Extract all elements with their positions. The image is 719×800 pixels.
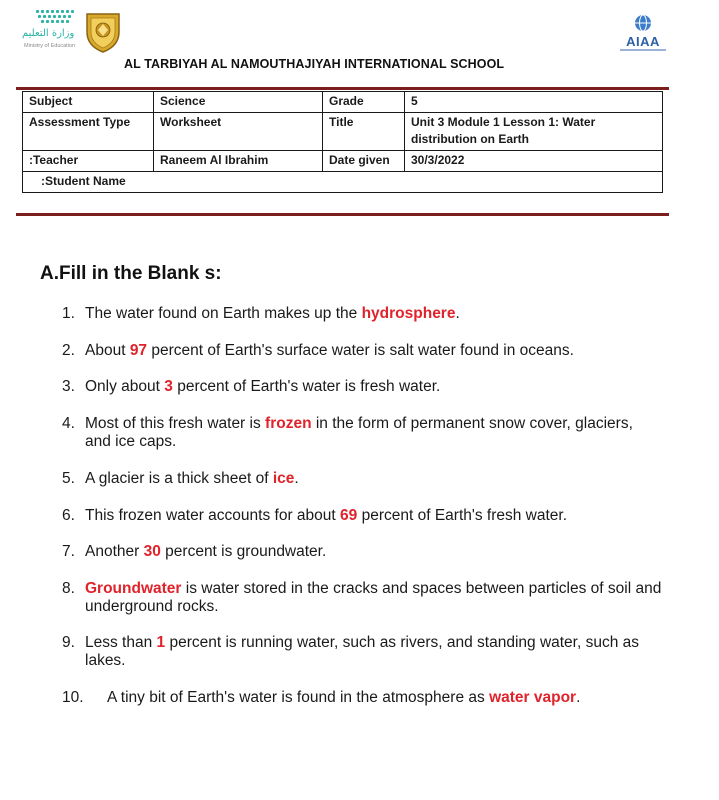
ministry-name-arabic: وزارة التعليم [22,28,75,39]
item-answer: ice [272,470,295,487]
subject-label: Subject [23,92,154,113]
item-text-after: . [576,689,581,706]
item-answer: 97 [129,342,148,359]
section-title: A.Fill in the Blank s: [40,263,222,284]
list-item [62,507,662,525]
item-text-before: Another [85,543,144,560]
title-label: Title [323,113,405,151]
item-number: 7. [62,543,75,560]
item-text-before: The water found on Earth makes up the [85,305,362,322]
item-text-before: About [85,342,130,359]
item-text [107,689,662,707]
assessment-type-label: Assessment Type [23,113,154,151]
item-number: 4. [62,415,75,432]
item-text-before: This frozen water accounts for about [85,507,341,524]
item-answer: 3 [164,378,173,395]
item-text-after: in the form of permanent snow cover, glaciers, and ice caps. [85,415,633,450]
item-text [85,507,662,525]
info-row-assessment [23,113,663,151]
grade-label: Grade [323,92,405,113]
list-item [62,634,662,670]
item-text-after: percent of Earth's water is fresh water. [172,378,441,395]
item-number: 1. [62,305,75,322]
teacher-value: Raneem Al Ibrahim [154,151,323,172]
item-answer: 30 [143,543,161,560]
item-text-after: percent of Earth's fresh water. [357,507,568,524]
list-item [62,378,662,396]
item-text-after: . [455,305,460,322]
list-item [62,415,662,451]
item-number: 6. [62,507,75,524]
item-number: 3. [62,378,75,395]
school-name: AL TARBIYAH AL NAMOUTHAJIYAH INTERNATIONAL SCHOOL [124,57,505,71]
ministry-logo [22,8,82,54]
item-answer: water vapor [489,689,577,706]
item-answer: frozen [265,415,312,432]
item-text-after: is water stored in the cracks and spaces between particles of soil and underground rocks. [85,580,662,615]
item-text-after: percent is running water, such as rivers, and standing water, such as lakes. [85,634,640,669]
item-number: 9. [62,634,75,651]
subject-value: Science [154,92,323,113]
assessment-type-value: Worksheet [154,113,323,151]
list-item [62,543,662,561]
assessment-info-table [22,91,663,193]
item-text [85,634,662,670]
item-text [85,580,662,616]
item-answer: hydrosphere [361,305,456,322]
item-text-before: Less than [85,634,157,651]
item-text [85,470,662,488]
item-answer: 1 [156,634,166,651]
teacher-label: :Teacher [23,151,154,172]
item-answer: 69 [340,507,358,524]
list-item [62,342,662,360]
date-given-label: Date given [323,151,405,172]
item-text-before: Most of this fresh water is [85,415,266,432]
title-value: Unit 3 Module 1 Lesson 1: Water distribution on Earth [405,113,663,151]
header-rule-top [16,87,669,90]
item-answer: Groundwater [85,580,182,597]
item-number: 10. [62,689,84,706]
list-item [62,689,662,707]
list-item [62,305,662,323]
grade-value: 5 [405,92,663,113]
list-item [62,580,662,616]
student-name-label: :Student Name [23,172,663,193]
item-number: 5. [62,470,75,487]
ministry-name-english: Ministry of Education [24,43,76,49]
item-text-after: . [294,470,299,487]
item-text-before: A tiny bit of Earth's water is found in the atmosphere as [107,689,490,706]
item-text-before: Only about [85,378,165,395]
info-row-teacher [23,151,663,172]
item-text [85,305,662,323]
header-rule-bottom [16,213,669,216]
item-text [85,543,662,561]
item-text [85,378,662,396]
school-crest-icon [84,10,122,54]
list-item [62,470,662,488]
aiaa-logo [618,14,668,54]
info-row-student [23,172,663,193]
ministry-dots-icon [34,8,74,26]
item-text [85,342,662,360]
item-number: 8. [62,580,75,597]
item-text-before: A glacier is a thick sheet of [85,470,273,487]
item-text [85,415,662,451]
aiaa-underline [620,49,666,51]
item-text-after: percent is groundwater. [160,543,327,560]
aiaa-logo-text: AIAA [626,34,660,49]
globe-icon [633,14,653,32]
item-text-after: percent of Earth's surface water is salt water found in oceans. [147,342,574,359]
info-row-subject [23,92,663,113]
date-given-value: 30/3/2022 [405,151,663,172]
item-number: 2. [62,342,75,359]
